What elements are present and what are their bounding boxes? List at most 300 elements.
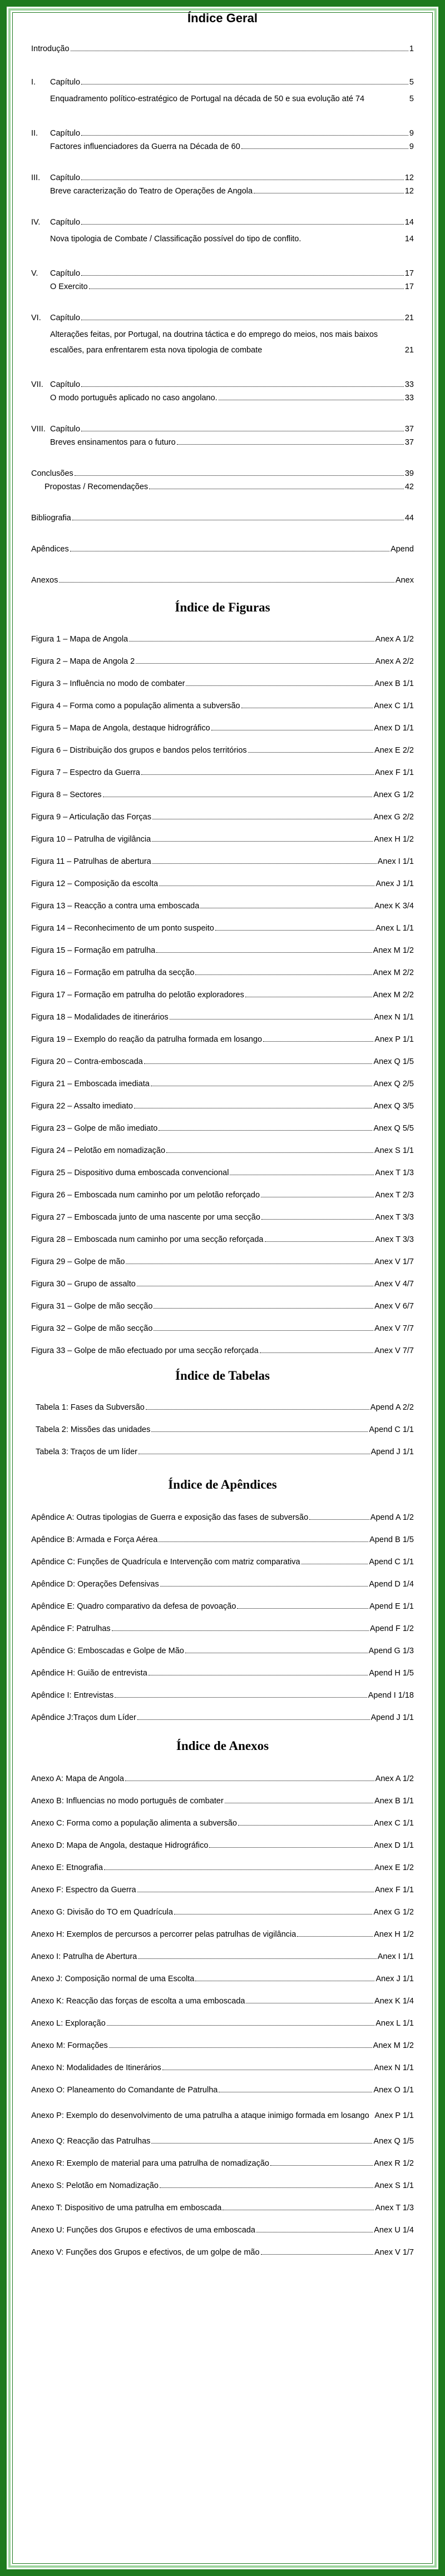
entry-label: Figura 32 – Golpe de mão secção — [31, 1324, 153, 1333]
entry-page: Anex R 1/2 — [374, 2159, 414, 2168]
figure-entry[interactable] — [31, 746, 414, 755]
chapter-label: Capítulo — [50, 314, 81, 322]
entry-label: Figura 3 – Influência no modo de combater — [31, 679, 185, 688]
entry-page: Anex M 1/2 — [373, 946, 414, 955]
table-entry[interactable] — [31, 1425, 414, 1434]
figure-entry[interactable] — [31, 768, 414, 777]
toc-label: Propostas / Recomendações — [44, 483, 149, 491]
entry-page: Anex H 1/2 — [374, 1930, 414, 1939]
appendix-entry[interactable] — [31, 1558, 414, 1567]
leader-dots — [144, 1063, 373, 1064]
toc-page: 39 — [404, 469, 414, 478]
chapter-block — [31, 78, 414, 107]
figure-entry[interactable] — [31, 657, 414, 666]
chapter-subtitle[interactable] — [31, 91, 414, 107]
entry-page: Anex H 1/2 — [374, 835, 414, 844]
entry-label: Anexo H: Exemplos de percursos a percorrer pelas patrulhas de vigilância — [31, 1930, 296, 1939]
leader-dots — [215, 930, 374, 931]
entry-label: Figura 17 – Formação em patrulha do pelotão exploradores — [31, 991, 244, 999]
figure-entry[interactable] — [31, 1057, 414, 1066]
annex-entry[interactable] — [31, 1841, 414, 1850]
chapter-block — [31, 269, 414, 291]
entry-page: Anex Q 1/5 — [373, 1057, 414, 1066]
entry-page: Anex B 1/1 — [374, 679, 414, 688]
entry-page: Anex T 3/3 — [375, 1213, 414, 1222]
leader-dots — [309, 1519, 369, 1520]
chapter-subtitle[interactable] — [31, 438, 414, 447]
entry-label: Tabela 2: Missões das unidades — [36, 1425, 151, 1434]
toc-appendices[interactable] — [31, 545, 414, 554]
figure-entry[interactable] — [31, 902, 414, 911]
entry-page: Anex D 1/1 — [374, 724, 414, 733]
figure-entry[interactable] — [31, 702, 414, 710]
entry-label: Figura 1 – Mapa de Angola — [31, 635, 128, 644]
chapter-label: Capítulo — [50, 78, 81, 87]
chapter-subtitle[interactable] — [31, 394, 414, 402]
toc-label: Apêndices — [31, 545, 69, 554]
entry-page: Anex Q 5/5 — [373, 1124, 414, 1133]
entry-label: Figura 5 – Mapa de Angola, destaque hidrográfico — [31, 724, 210, 733]
leader-dots — [270, 2165, 373, 2166]
entry-label: Figura 33 – Golpe de mão efectuado por uma secção reforçada — [31, 1346, 259, 1355]
entry-page: Anex J 1/1 — [375, 879, 414, 888]
entry-page: Apend I 1/18 — [368, 1691, 414, 1700]
annex-index-title: Índice de Anexos — [176, 1739, 269, 1753]
toc-bibliography[interactable] — [31, 514, 414, 523]
leader-dots — [241, 148, 408, 149]
annex-entry[interactable] — [31, 2063, 414, 2072]
subtitle-page: 9 — [409, 142, 414, 151]
chapter-page: 37 — [404, 425, 414, 434]
appendix-entry[interactable] — [31, 1691, 414, 1700]
entry-label: Apêndice A: Outras tipologias de Guerra e exposição das fases de subversão — [31, 1513, 309, 1522]
leader-dots — [248, 752, 373, 753]
entry-label: Apêndice J:Traços dum Líder — [31, 1713, 136, 1722]
entry-page: Apend J 1/1 — [370, 1448, 414, 1456]
toc-label: Bibliografia — [31, 514, 71, 523]
figure-entry[interactable] — [31, 946, 414, 955]
chapter-block — [31, 129, 414, 151]
leader-dots — [261, 1219, 374, 1220]
leader-dots — [154, 1330, 373, 1331]
chapter-number: VIII. — [31, 425, 46, 434]
entry-label: Anexo C: Forma como a população alimenta a subversão — [31, 1819, 237, 1828]
annex-list — [31, 1774, 414, 2257]
entry-page: Anex N 1/1 — [374, 2063, 414, 2072]
figure-entry[interactable] — [31, 1102, 414, 1111]
figure-entry[interactable] — [31, 1191, 414, 1200]
leader-dots — [81, 135, 408, 136]
figure-entry[interactable] — [31, 1346, 414, 1355]
entry-label: Figura 12 – Composição da escolta — [31, 879, 159, 888]
appendix-entry[interactable] — [31, 1669, 414, 1678]
entry-page: Anex B 1/1 — [374, 1797, 414, 1806]
entry-page: Anex T 1/3 — [375, 2204, 414, 2212]
annex-entry[interactable] — [31, 2108, 414, 2124]
subtitle-text: O Exercito — [50, 282, 88, 291]
entry-label: Anexo Q: Reacção das Patrulhas — [31, 2137, 151, 2146]
leader-dots — [59, 582, 394, 583]
leader-dots — [112, 1630, 369, 1631]
entry-page: Anex M 1/2 — [373, 2041, 414, 2050]
leader-dots — [261, 2254, 374, 2255]
annex-entry[interactable] — [31, 2086, 414, 2095]
appendix-entry[interactable] — [31, 1647, 414, 1655]
leader-dots — [109, 2047, 372, 2048]
entry-page: Apend C 1/1 — [369, 1558, 414, 1567]
chapter-heading[interactable] — [31, 269, 414, 278]
chapter-heading[interactable] — [31, 78, 414, 87]
leader-dots — [138, 1958, 376, 1959]
entry-page: Anex M 2/2 — [373, 991, 414, 999]
figure-entry[interactable] — [31, 1257, 414, 1266]
entry-label: Anexo A: Mapa de Angola — [31, 1774, 124, 1783]
entry-label: Anexo D: Mapa de Angola, destaque Hidrográfico — [31, 1841, 209, 1850]
chapter-number: II. — [31, 129, 38, 138]
entry-label: Tabela 1: Fases da Subversão — [36, 1403, 145, 1412]
subtitle-page: 33 — [404, 394, 414, 402]
entry-label: Apêndice I: Entrevistas — [31, 1691, 114, 1700]
entry-page: Anex Q 2/5 — [373, 1080, 414, 1088]
tables-index-title: Índice de Tabelas — [175, 1369, 270, 1383]
subtitle-page: 5 — [409, 95, 414, 103]
leader-dots — [170, 1019, 373, 1020]
entry-page: Anex A 1/2 — [375, 1774, 414, 1783]
subtitle-text: Breves ensinamentos para o futuro — [50, 438, 176, 447]
subtitle-text: Breve caracterização do Teatro de Operações de Angola — [50, 187, 253, 196]
leader-dots — [177, 444, 404, 445]
chapter-block — [31, 380, 414, 402]
appendix-entry[interactable] — [31, 1513, 414, 1522]
toc-conclusions[interactable] — [31, 469, 414, 478]
entry-label: Figura 30 – Grupo de assalto — [31, 1280, 136, 1289]
annex-entry[interactable] — [31, 1952, 414, 1961]
chapter-page: 17 — [404, 269, 414, 278]
entry-label: Figura 21 – Emboscada imediata — [31, 1080, 150, 1088]
entry-page: Anex V 6/7 — [374, 1302, 414, 1311]
leader-dots — [137, 1719, 370, 1720]
figure-entry[interactable] — [31, 1035, 414, 1044]
document-body — [31, 11, 414, 2270]
annex-entry[interactable] — [31, 2041, 414, 2050]
figure-entry[interactable] — [31, 679, 414, 688]
chapter-block — [31, 218, 414, 247]
leader-dots — [115, 1697, 367, 1698]
toc-label: Conclusões — [31, 469, 73, 478]
entry-label: Figura 14 – Reconhecimento de um ponto suspeito — [31, 924, 214, 933]
figure-entry[interactable] — [31, 1013, 414, 1022]
annex-entry[interactable] — [31, 2226, 414, 2235]
entry-label: Anexo S: Pelotão em Nomadização — [31, 2181, 159, 2190]
figure-entry[interactable] — [31, 1168, 414, 1177]
annex-entry[interactable] — [31, 2248, 414, 2257]
entry-label: Figura 13 – Reacção a contra uma emboscada — [31, 902, 200, 911]
entry-page: Anex D 1/1 — [374, 1841, 414, 1850]
toc-page: 42 — [404, 483, 414, 491]
subtitle-text: O modo português aplicado no caso angolano. — [50, 394, 217, 402]
figure-entry[interactable] — [31, 724, 414, 733]
table-entry[interactable] — [31, 1448, 414, 1456]
annex-entry[interactable] — [31, 1908, 414, 1917]
annex-entry[interactable] — [31, 1886, 414, 1894]
entry-label: Anexo F: Espectro da Guerra — [31, 1886, 136, 1894]
annex-entry[interactable] — [31, 2019, 414, 2028]
entry-label: Apêndice B: Armada e Força Aérea — [31, 1535, 158, 1544]
figure-entry[interactable] — [31, 635, 414, 644]
figure-entry[interactable] — [31, 968, 414, 977]
entry-page: Anex C 1/1 — [374, 1819, 414, 1828]
leader-dots — [75, 475, 404, 476]
chapter-number: I. — [31, 78, 36, 87]
entry-label: Figura 24 – Pelotão em nomadização — [31, 1146, 166, 1155]
appendix-entry[interactable] — [31, 1602, 414, 1611]
entry-label: Apêndice E: Quadro comparativo da defesa de povoação — [31, 1602, 236, 1611]
entry-label: Anexo L: Exploração — [31, 2019, 106, 2028]
entry-page: Anex O 1/1 — [373, 2086, 414, 2095]
figure-entry[interactable] — [31, 835, 414, 844]
annex-entry[interactable] — [31, 2204, 414, 2212]
entry-page: Apend A 2/2 — [370, 1403, 414, 1412]
leader-dots — [151, 1431, 368, 1432]
leader-dots — [146, 1409, 369, 1410]
entry-label: Figura 8 – Sectores — [31, 790, 102, 799]
entry-page: Apend J 1/1 — [370, 1713, 414, 1722]
entry-page: Anex P 1/1 — [374, 2111, 414, 2120]
leader-dots — [104, 1869, 373, 1870]
entry-label: Figura 19 – Exemplo do reação da patrulha formada em losango — [31, 1035, 263, 1044]
entry-label: Figura 29 – Golpe de mão — [31, 1257, 125, 1266]
chapter-subtitle[interactable] — [31, 187, 414, 196]
entry-label: Figura 2 – Mapa de Angola 2 — [31, 657, 135, 666]
entry-label: Anexo T: Dispositivo de uma patrulha em emboscada — [31, 2204, 222, 2212]
subtitle-text: Enquadramento político-estratégico de Portugal na década de 50 e sua evolução até 74 — [50, 95, 365, 103]
figure-entry[interactable] — [31, 1324, 414, 1333]
entry-page: Anex J 1/1 — [375, 1975, 414, 1983]
chapter-number: VII. — [31, 380, 43, 389]
figure-entry[interactable] — [31, 813, 414, 822]
entry-page: Anex V 4/7 — [374, 1280, 414, 1289]
annex-entry[interactable] — [31, 1975, 414, 1983]
leader-dots — [136, 663, 374, 664]
annex-entry[interactable] — [31, 1797, 414, 1806]
entry-label: Figura 16 – Formação em patrulha da secção — [31, 968, 195, 977]
entry-page: Apend H 1/5 — [369, 1669, 414, 1678]
entry-page: Anex E 2/2 — [374, 746, 414, 755]
annex-entry[interactable] — [31, 1997, 414, 2006]
toc-annexes[interactable] — [31, 576, 414, 585]
entry-label: Anexo P: Exemplo do desenvolvimento de uma patrulha a ataque inimigo formada em losango — [31, 2111, 369, 2120]
chapter-label: Capítulo — [50, 129, 81, 138]
entry-label: Apêndice D: Operações Defensivas — [31, 1580, 159, 1589]
entry-page: Anex V 7/7 — [374, 1324, 414, 1333]
leader-dots — [297, 1936, 373, 1937]
entry-label: Anexo E: Etnografia — [31, 1863, 103, 1872]
subtitle-page: 17 — [404, 282, 414, 291]
chapter-heading[interactable] — [31, 380, 414, 389]
entry-page: Anex K 3/4 — [374, 902, 414, 911]
entry-label: Figura 15 – Formação em patrulha — [31, 946, 156, 955]
entry-page: Anex T 1/3 — [375, 1168, 414, 1177]
appendix-entry[interactable] — [31, 1713, 414, 1722]
toc-page: Apend — [390, 545, 414, 554]
leader-dots — [159, 1130, 372, 1131]
figure-entry[interactable] — [31, 1146, 414, 1155]
entry-page: Anex S 1/1 — [374, 2181, 414, 2190]
figure-entry[interactable] — [31, 790, 414, 799]
entry-page: Apend B 1/5 — [369, 1535, 414, 1544]
entry-page: Apend D 1/4 — [369, 1580, 414, 1589]
entry-page: Anex T 2/3 — [375, 1191, 414, 1200]
entry-label: Anexo R: Exemplo de material para uma patrulha de nomadização — [31, 2159, 269, 2168]
appendix-list — [31, 1513, 414, 1722]
entry-label: Figura 18 – Modalidades de itinerários — [31, 1013, 169, 1022]
entry-page: Anex Q 3/5 — [373, 1102, 414, 1111]
chapter-number: IV. — [31, 218, 41, 227]
figure-entry[interactable] — [31, 1235, 414, 1244]
figure-list — [31, 635, 414, 1355]
entry-page: Anex F 1/1 — [374, 768, 414, 777]
toc-page: 44 — [404, 514, 414, 523]
chapter-subtitle[interactable] — [31, 282, 414, 291]
chapter-label: Capítulo — [50, 425, 81, 434]
chapter-page: 12 — [404, 173, 414, 182]
entry-page: Apend F 1/2 — [370, 1624, 414, 1633]
leader-dots — [81, 275, 404, 276]
entry-page: Anex I 1/1 — [377, 1952, 414, 1961]
entry-page: Anex U 1/4 — [374, 2226, 414, 2235]
table-list — [31, 1403, 414, 1456]
entry-page: Apend C 1/1 — [369, 1425, 414, 1434]
entry-page: Anex V 1/7 — [374, 1257, 414, 1266]
entry-page: Anex C 1/1 — [374, 702, 414, 710]
table-entry[interactable] — [31, 1403, 414, 1412]
subtitle-text: Nova tipologia de Combate / Classificação possível do tipo de conflito. — [50, 235, 301, 243]
chapter-label: Capítulo — [50, 380, 81, 389]
entry-label: Figura 9 – Articulação das Forças — [31, 813, 151, 822]
figure-entry[interactable] — [31, 991, 414, 999]
appendix-entry[interactable] — [31, 1580, 414, 1589]
entry-label: Figura 25 – Dispositivo duma emboscada convencional — [31, 1168, 229, 1177]
entry-page: Anex I 1/1 — [377, 857, 414, 866]
leader-dots — [159, 1541, 368, 1542]
leader-dots — [195, 974, 372, 975]
entry-label: Anexo V: Funções dos Grupos e efectivos, de um golpe de mão — [31, 2248, 260, 2257]
entry-page: Anex E 1/2 — [374, 1863, 414, 1872]
appendix-entry[interactable] — [31, 1624, 414, 1633]
entry-label: Anexo G: Divisão do TO em Quadrícula — [31, 1908, 173, 1917]
entry-page: Anex Q 1/5 — [373, 2137, 414, 2146]
entry-label: Figura 27 – Emboscada junto de uma nascente por uma secção — [31, 1213, 260, 1222]
figure-entry[interactable] — [31, 1280, 414, 1289]
entry-page: Anex V 1/7 — [374, 2248, 414, 2257]
entry-page: Anex P 1/1 — [374, 1035, 414, 1044]
chapter-page: 21 — [404, 314, 414, 322]
chapter-block — [31, 314, 414, 358]
figure-entry[interactable] — [31, 1213, 414, 1222]
leader-dots — [263, 1041, 373, 1042]
chapter-label: Capítulo — [50, 269, 81, 278]
figure-entry[interactable] — [31, 857, 414, 866]
leader-dots — [154, 1308, 373, 1309]
toc-intro[interactable] — [31, 44, 414, 53]
entry-label: Apêndice H: Guião de entrevista — [31, 1669, 147, 1678]
leader-dots — [152, 863, 377, 864]
annex-entry[interactable] — [31, 1774, 414, 1783]
entry-page: Apend G 1/3 — [368, 1647, 414, 1655]
chapter-heading[interactable] — [31, 425, 414, 434]
leader-dots — [141, 774, 374, 775]
chapter-number: III. — [31, 173, 41, 182]
entry-label: Figura 22 – Assalto imediato — [31, 1102, 133, 1111]
subtitle-text: Alterações feitas, por Portugal, na doutrina táctica e do emprego do meios, nos mais baixos escalões, para enfrentarem esta nova tipologia de combate — [50, 330, 378, 355]
annex-entry[interactable] — [31, 2159, 414, 2168]
chapter-list — [31, 78, 414, 447]
figures-index-title: Índice de Figuras — [175, 600, 270, 614]
figure-entry[interactable] — [31, 1124, 414, 1133]
figure-entry[interactable] — [31, 879, 414, 888]
entry-label: Figura 28 – Emboscada num caminho por uma secção reforçada — [31, 1235, 264, 1244]
chapter-subtitle[interactable] — [31, 327, 414, 358]
entry-label: Figura 6 – Distribuição dos grupos e bandos pelos territórios — [31, 746, 247, 755]
annex-entry[interactable] — [31, 1863, 414, 1872]
chapter-number: V. — [31, 269, 38, 278]
leader-dots — [160, 1586, 368, 1587]
entry-label: Figura 4 – Forma como a população alimenta a subversão — [31, 702, 240, 710]
chapter-subtitle[interactable] — [31, 231, 414, 247]
entry-label: Figura 23 – Golpe de mão imediato — [31, 1124, 158, 1133]
leader-dots — [160, 2187, 373, 2188]
annex-entry[interactable] — [31, 2137, 414, 2146]
chapter-label: Capítulo — [50, 173, 81, 182]
chapter-page: 5 — [409, 78, 414, 87]
figure-entry[interactable] — [31, 1302, 414, 1311]
entry-page: Anex K 1/4 — [374, 1997, 414, 2006]
chapter-heading[interactable] — [31, 218, 414, 227]
entry-label: Anexo K: Reacção das forças de escolta a uma emboscada — [31, 1997, 245, 2006]
toc-page: 1 — [409, 44, 414, 53]
entry-page: Anex A 1/2 — [375, 635, 414, 644]
chapter-heading[interactable] — [31, 173, 414, 182]
leader-dots — [265, 1241, 374, 1242]
figure-entry[interactable] — [31, 924, 414, 933]
figure-entry[interactable] — [31, 1080, 414, 1088]
entry-label: Anexo I: Patrulha de Abertura — [31, 1952, 137, 1961]
leader-dots — [156, 952, 372, 953]
entry-label: Figura 31 – Golpe de mão secção — [31, 1302, 153, 1311]
toc-proposals[interactable] — [31, 483, 414, 491]
annex-entry[interactable] — [31, 1819, 414, 1828]
leader-dots — [107, 2025, 374, 2026]
entry-page: Anex F 1/1 — [374, 1886, 414, 1894]
annex-entry[interactable] — [31, 1930, 414, 1939]
entry-label: Apêndice G: Emboscadas e Golpe de Mão — [31, 1647, 184, 1655]
entry-label: Figura 10 – Patrulha de vigilância — [31, 835, 151, 844]
annex-entry[interactable] — [31, 2181, 414, 2190]
leader-dots — [81, 386, 404, 387]
entry-page: Apend E 1/1 — [369, 1602, 414, 1611]
chapter-page: 33 — [404, 380, 414, 389]
chapter-heading[interactable] — [31, 314, 414, 322]
chapter-subtitle[interactable] — [31, 142, 414, 151]
entry-page: Anex G 2/2 — [373, 813, 414, 822]
chapter-heading[interactable] — [31, 129, 414, 138]
entry-label: Anexo M: Formações — [31, 2041, 108, 2050]
entry-label: Tabela 3: Traços de um líder — [36, 1448, 137, 1456]
entry-page: Anex G 1/2 — [373, 790, 414, 799]
entry-label: Anexo N: Modalidades de Itinerários — [31, 2063, 161, 2072]
leader-dots — [186, 685, 373, 686]
appendix-entry[interactable] — [31, 1535, 414, 1544]
